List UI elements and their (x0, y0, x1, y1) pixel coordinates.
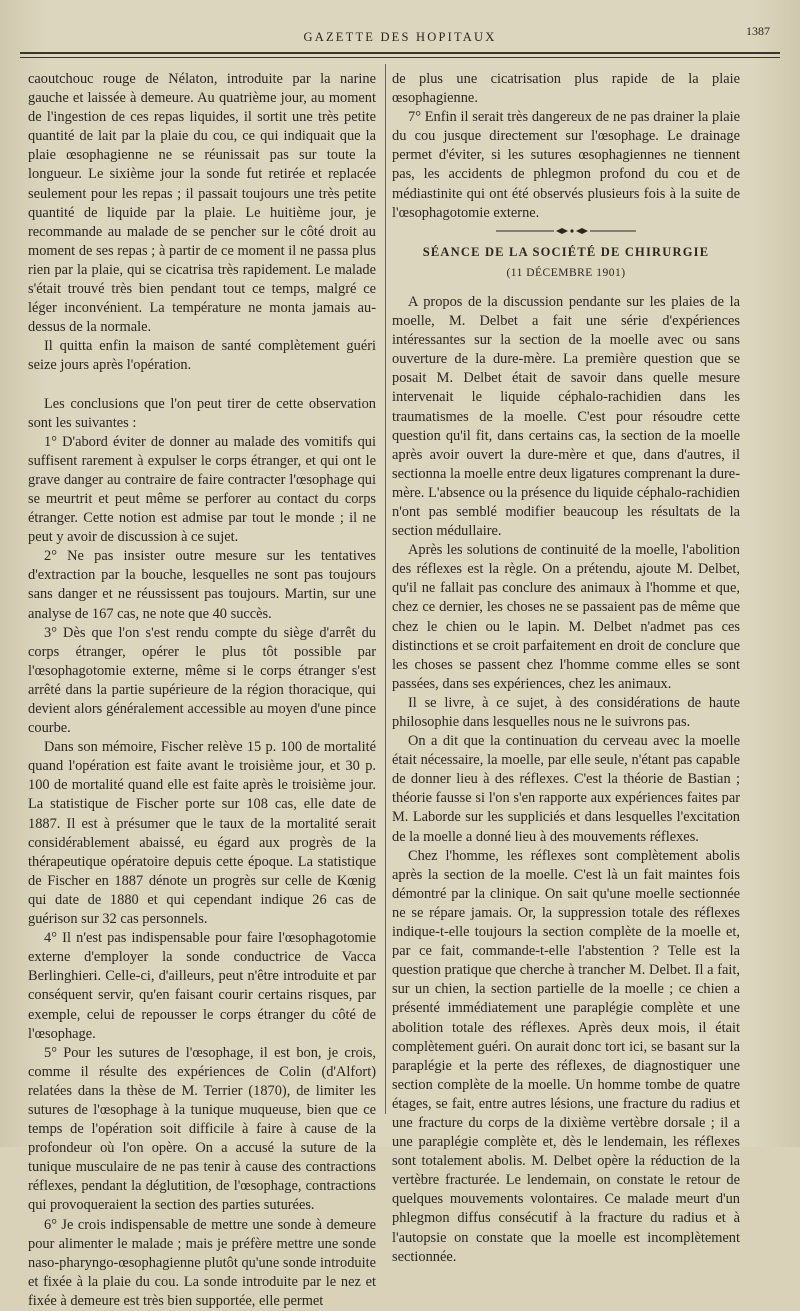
paragraph: Les conclusions que l'on peut tirer de cette observation sont les suivantes : (28, 395, 376, 431)
header-rule (20, 52, 780, 54)
section-separator (392, 227, 740, 235)
paragraph: 3° Dès que l'on s'est rendu compte du siège d'arrêt du corps étranger, opérer le plus tôt possible par l'œsophagotomie externe, même si le corps étranger s'est arrêté dans la partie supérieure de la région thoracique, qui devient alors généralement accessible au moyen d'une pince courbe. (28, 624, 376, 737)
paragraph: A propos de la discussion pendante sur les plaies de la moelle, M. Delbet a fait une série d'expériences intéressantes sur la section de la moelle avec ou sans ouverture de la dure-mère. La première question que se posait M. Delbet était de savoir dans quelle mesure intervenait le liquide céphalo-rachidien dans les traumatismes de la moelle. C'est pour résoudre cette question qu'il fit, dans certains cas, la section de la moelle après avoir ouvert la dure-mère et que, dans d'autres, il sectionna la moelle entre deux ligatures comprenant la dure-mère. L'absence ou la présence du liquide céphalo-rachidien n'ont pas semblé modifier beaucoup les résultats de la section médullaire. (392, 293, 740, 540)
paragraph: 6° Je crois indispensable de mettre une sonde à demeure pour alimenter le malade ; mais je préfère mettre une sonde naso-pharyngo-œsophagienne plutôt qu'une sonde introduite et fixée à la plaie du cou. La sonde introduite par le nez et fixée à demeure est très bien supportée, elle permet (28, 1216, 376, 1309)
column-divider (385, 64, 386, 1114)
page-number: 1387 (746, 24, 770, 38)
page-header (24, 22, 776, 52)
journal-title: GAZETTE DES HOPITAUX (303, 30, 497, 44)
left-column (28, 70, 376, 1311)
paragraph: 1° D'abord éviter de donner au malade des vomitifs qui suffisent rarement à expulser le corps étranger, et qui ont le grave danger au contraire de faire contracter l'œsophage qui se meurtrit et peut même se perforer au contact du corps étranger. Cette notion est admise par tout le monde ; il ne peut y avoir de discussion à ce sujet. (28, 433, 376, 546)
section-title: SÉANCE DE LA SOCIÉTÉ DE CHIRURGIE (422, 244, 710, 259)
paragraph: Chez l'homme, les réflexes sont complètement abolis après la section de la moelle. C'est là un fait maintes fois démontré par la clinique. On sait qu'une moelle sectionnée ne se répare jamais. Or, la suppression totale des réflexes indique-t-elle toujours la section complète de la moelle et, par ce fait, commande-t-elle l'abstention ? Telle est la question pratique que cherche à trancher M. Delbet. Il a fait, sur un chien, la section partielle de la moelle ; ce chien a présenté immédiatement une paraplégie complète et une abolition totale des réflexes. Après deux mois, il était complètement guéri. On aurait donc tort ici, se basant sur la paraplégie et la perte des réflexes, de diagnostiquer une section complète de la moelle. Un homme tombe de quatre étages, se fait, entre autres lésions, une fracture du radius et une fracture du corps de la dixième vertèbre dorsale ; il a une paraplégie complète et, dès le lendemain, les réflexes sont totalement abolis. M. Delbet opère la réduction de la vertèbre fracturée. Le lendemain, on constate le retour de quelques mouvements volontaires. Ce malade meurt d'un phlegmon diffus consécutif à la fracture du radius et à l'autopsie on constate que la moelle est incomplètement sectionnée. (392, 847, 740, 1265)
right-column (392, 70, 740, 1267)
paragraph: caoutchouc rouge de Nélaton, introduite par la narine gauche et laissée à demeure. Au quatrième jour, au moment de l'ingestion de ces repas liquides, il sortit une très petite quantité de lait par la plaie du cou, ce qui indiquait que la plaie œsophagienne ne se réunissait pas sur toute la longueur. Le sixième jour la sonde fut retirée et replacée seulement pour les repas ; il passait toujours une très petite quantité de liquide par la plaie. Le huitième jour, je recommande au malade de se pencher sur le côté droit au moment de ses repas ; à partir de ce moment il ne passa plus rien par la plaie, qui se cicatrisa très rapidement. Le malade s'était trouvé très bien pendant tout ce temps, malgré ce léger inconvénient. La température ne monta jamais au-dessus de la normale. (28, 71, 376, 336)
paragraph: 5° Pour les sutures de l'œsophage, il est bon, je crois, comme il résulte des expériences de Colin (d'Alfort) relatées dans la thèse de M. Terrier (1870), de limiter les sutures de l'œsophage à la tunique muqueuse, bien que ce temps de l'opération soit difficile à faire à cause de la profondeur où l'on opère. On a accusé la suture de la tunique musculaire de ne pas tenir à cause des contractions réflexes, pendant la déglutition, de l'œsophage, contractions qui provoqueraient la section des parties suturées. (28, 1044, 376, 1214)
header-rule-thin (20, 57, 780, 58)
paragraph: de plus une cicatrisation plus rapide de la plaie œsophagienne. (392, 71, 740, 107)
paragraph: On a dit que la continuation du cerveau avec la moelle était nécessaire, la moelle, par elle seule, n'étant pas capable de donner lieu à des réflexes. C'est la théorie de Bastian ; théorie fausse si l'on s'en rapporte aux expériences faites par M. Laborde sur les suppliciés et dans lesquelles l'excitation de la moelle a donné lieu à des mouvements réflexes. (392, 733, 740, 845)
paragraph: 2° Ne pas insister outre mesure sur les tentatives d'extraction par la bouche, lesquelles ne sont pas toujours sans danger et ne réussissent pas toujours. Martin, sur une analyse de 167 cas, ne note que 40 succès. (28, 548, 376, 622)
paragraph: 7° Enfin il serait très dangereux de ne pas drainer la plaie du cou jusque directement sur l'œsophage. Le drainage permet d'éviter, si les sutures œsophagiennes ne tiennent pas, les accidents de phlegmon profond du cou et de médiastinite qui ont été observés plusieurs fois à la suite de l'œsophagotomie externe. (392, 109, 740, 221)
section-date: (11 DÉCEMBRE 1901) (506, 266, 626, 279)
paragraph: Après les solutions de continuité de la moelle, l'abolition des réflexes est la règle. On a prétendu, ajoute M. Delbet, qu'il ne fallait pas conclure des animaux à l'homme et que, chez ce dernier, les choses ne se passaient pas de même que chez le chien ou le lapin. M. Delbet n'admet pas ces distinctions et se croit parfaitement en droit de conclure que les choses se passent chez l'homme comme elles se sont passées, dans ses expériences, chez les animaux. (392, 542, 740, 692)
paragraph: Dans son mémoire, Fischer relève 15 p. 100 de mortalité quand l'opération est faite avant le troisième jour, et 30 p. 100 de mortalité quand elle est faite après le troisième jour. La statistique de Fischer porte sur 108 cas, elle date de 1887. Il est à présumer que le taux de la mortalité serait considérablement abaissé, eu égard aux progrès de la thérapeutique opératoire depuis cette époque. La statistique de Fischer en 1887 dénote un progrès sur celle de Kœnig qui date de 1880 et qui cependant indique 26 cas de guérison sur 32 cas personnels. (28, 739, 376, 928)
paragraph: Il se livre, à ce sujet, à des considérations de haute philosophie dans lesquelles nous ne le suivrons pas. (392, 694, 740, 730)
paragraph: Il quitta enfin la maison de santé complètement guéri seize jours après l'opération. (28, 338, 376, 374)
paragraph: 4° Il n'est pas indispensable pour faire l'œsophagotomie externe d'employer la sonde conductrice de Vacca Berlinghieri. Celle-ci, d'ailleurs, peut n'être introduite et par conséquent servir, qu'en faisant courir certains risques, par exemple, celui de repousser le corps étranger du côté de l'œsophage. (28, 930, 376, 1042)
ornament-rule-icon (496, 227, 636, 235)
